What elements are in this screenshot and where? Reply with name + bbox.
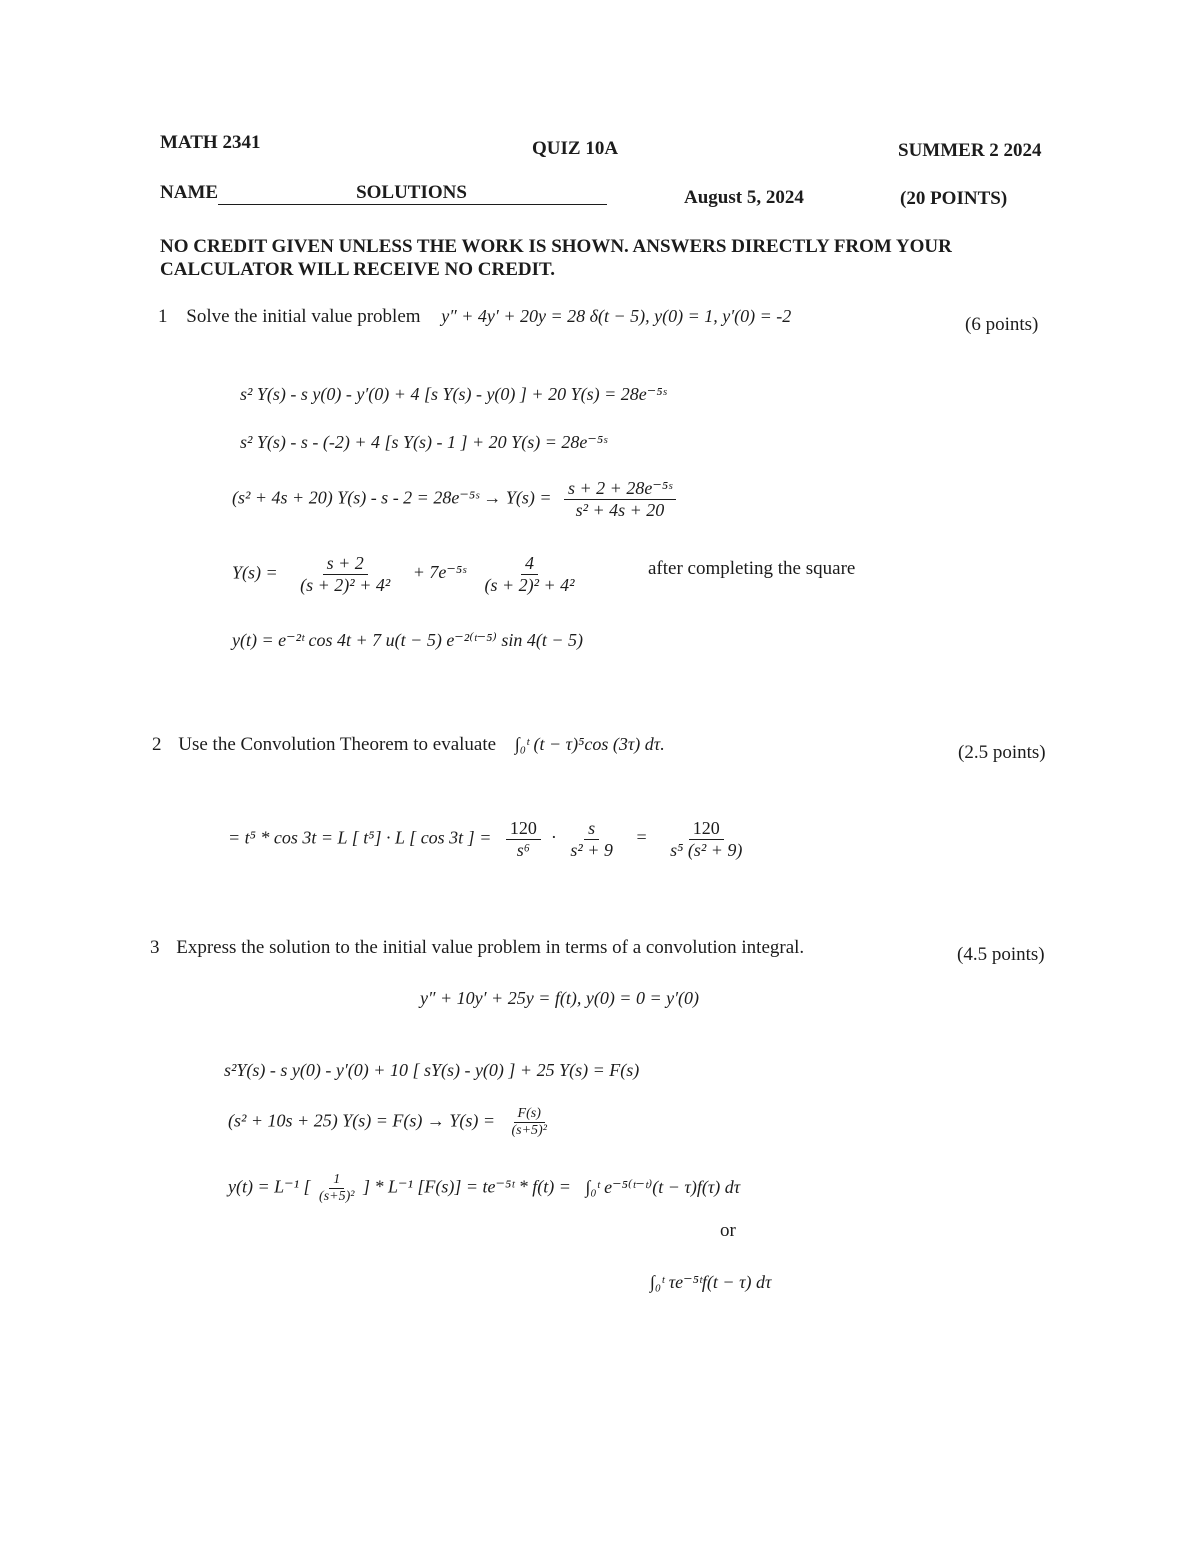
q2-fraction-1 <box>506 818 541 860</box>
q3-step-1: s²Y(s) - s y(0) - y′(0) + 10 [ sY(s) - y(0) ] + 25 Y(s) = F(s) <box>224 1060 640 1080</box>
q1-step-4-numerator-2: 4 <box>521 553 538 575</box>
q2-fraction-3 <box>666 818 746 860</box>
q1-header <box>158 306 791 328</box>
name-label: NAME <box>160 182 219 203</box>
term-label: SUMMER 2 2024 <box>898 140 1042 161</box>
name-row <box>160 182 607 205</box>
q3-step-3-fraction <box>315 1172 358 1205</box>
q3-step-3-denominator: (s+5)² <box>319 1189 355 1205</box>
q1-number: 1 <box>158 306 168 327</box>
total-points: (20 POINTS) <box>900 188 1008 209</box>
q1-step-4 <box>232 553 579 595</box>
q3-header <box>150 937 804 959</box>
q2-points: (2.5 points) <box>958 742 1046 763</box>
q1-step-4-denominator-1: (s + 2)² + 4² <box>300 574 391 595</box>
name-blank-left <box>218 182 356 205</box>
q2-fraction-2-numerator: s <box>584 818 599 840</box>
q3-step-2 <box>228 1106 551 1139</box>
q3-prompt: Express the solution to the initial value problem in terms of a convolution integral. <box>176 937 805 958</box>
q1-step-4-fraction-2 <box>480 553 578 595</box>
name-value: SOLUTIONS <box>356 182 467 203</box>
q3-equation: y″ + 10y′ + 25y = f(t), y(0) = 0 = y′(0) <box>420 988 700 1008</box>
q3-step-3-b: ] * L⁻¹ [F(s)] = te⁻⁵ᵗ * f(t) = <box>362 1176 571 1197</box>
q1-step-4-note: after completing the square <box>648 558 856 579</box>
q1-step-3-numerator: s + 2 + 28e⁻⁵ˢ <box>564 478 676 500</box>
q3-step-2-fraction <box>507 1106 550 1139</box>
q2-work-left: = t⁵ * cos 3t = L [ t⁵] · L [ cos 3t ] = <box>228 827 492 848</box>
q3-step-2-numerator: F(s) <box>514 1106 545 1123</box>
q2-fraction-3-numerator: 120 <box>689 818 724 840</box>
q1-step-4-numerator-1: s + 2 <box>323 553 368 575</box>
q2-number: 2 <box>152 734 162 755</box>
q3-step-3-a: y(t) = L⁻¹ [ <box>228 1176 311 1197</box>
q3-or: or <box>720 1220 736 1241</box>
q1-prompt: Solve the initial value problem <box>186 306 421 327</box>
q1-step-1: s² Y(s) - s y(0) - y′(0) + 4 [s Y(s) - y(0) ] + 20 Y(s) = 28e⁻⁵ˢ <box>240 384 667 404</box>
q1-step-4-middle: + 7e⁻⁵ˢ <box>412 562 466 583</box>
quiz-title: QUIZ 10A <box>532 138 619 159</box>
q2-prompt: Use the Convolution Theorem to evaluate <box>178 734 497 755</box>
q2-fraction-1-denominator: s⁶ <box>516 839 530 860</box>
q2-fraction-2-denominator: s² + 9 <box>570 839 613 860</box>
q1-step-3-denominator: s² + 4s + 20 <box>575 499 665 520</box>
q2-work <box>228 818 746 860</box>
q1-step-3-left: (s² + 4s + 20) Y(s) - s - 2 = 28e⁻⁵ˢ → Y(s) = <box>232 487 552 508</box>
q2-fraction-2 <box>566 818 617 860</box>
q1-points: (6 points) <box>965 314 1039 335</box>
q1-step-4-fraction-1 <box>296 553 394 595</box>
q1-equation: y″ + 4y′ + 20y = 28 δ(t − 5), y(0) = 1, y′(0) = -2 <box>441 306 792 326</box>
q1-answer: y(t) = e⁻²ᵗ cos 4t + 7 u(t − 5) e⁻²⁽ᵗ⁻⁵⁾ sin 4(t − 5) <box>232 630 583 650</box>
q3-step-3-numerator: 1 <box>329 1172 344 1189</box>
instructions-line-1: NO CREDIT GIVEN UNLESS THE WORK IS SHOWN. ANSWERS DIRECTLY FROM YOUR <box>160 236 952 257</box>
q3-points: (4.5 points) <box>957 944 1045 965</box>
q2-fraction-1-numerator: 120 <box>506 818 541 840</box>
instructions-line-2: CALCULATOR WILL RECEIVE NO CREDIT. <box>160 259 556 280</box>
q3-step-3 <box>228 1172 740 1205</box>
q1-step-3-fraction <box>564 478 676 520</box>
q3-number: 3 <box>150 937 160 958</box>
q3-step-3-c: ∫₀ᵗ e⁻⁵⁽ᵗ⁻ᵗ⁾(t − τ)f(τ) dτ <box>585 1176 741 1197</box>
q3-step-2-denominator: (s+5)² <box>511 1123 547 1139</box>
name-blank-right <box>467 182 607 205</box>
q2-integral: ∫₀ᵗ (t − τ)⁵cos (3τ) dτ. <box>514 734 665 754</box>
q3-alternate-answer: ∫₀ᵗ τe⁻⁵ᵗf(t − τ) dτ <box>650 1272 772 1292</box>
quiz-date: August 5, 2024 <box>684 187 804 208</box>
q2-header <box>152 734 665 756</box>
q2-dot: · <box>551 827 556 848</box>
q3-step-2-left: (s² + 10s + 25) Y(s) = F(s) → Y(s) = <box>228 1110 495 1131</box>
q1-step-3 <box>232 478 676 520</box>
q1-step-4-left: Y(s) = <box>232 562 278 583</box>
q1-step-4-denominator-2: (s + 2)² + 4² <box>484 574 575 595</box>
course-title: MATH 2341 <box>160 132 261 153</box>
q2-equals: = <box>635 827 648 848</box>
q2-fraction-3-denominator: s⁵ (s² + 9) <box>670 839 743 860</box>
q1-step-2: s² Y(s) - s - (-2) + 4 [s Y(s) - 1 ] + 20 Y(s) = 28e⁻⁵ˢ <box>240 432 607 452</box>
